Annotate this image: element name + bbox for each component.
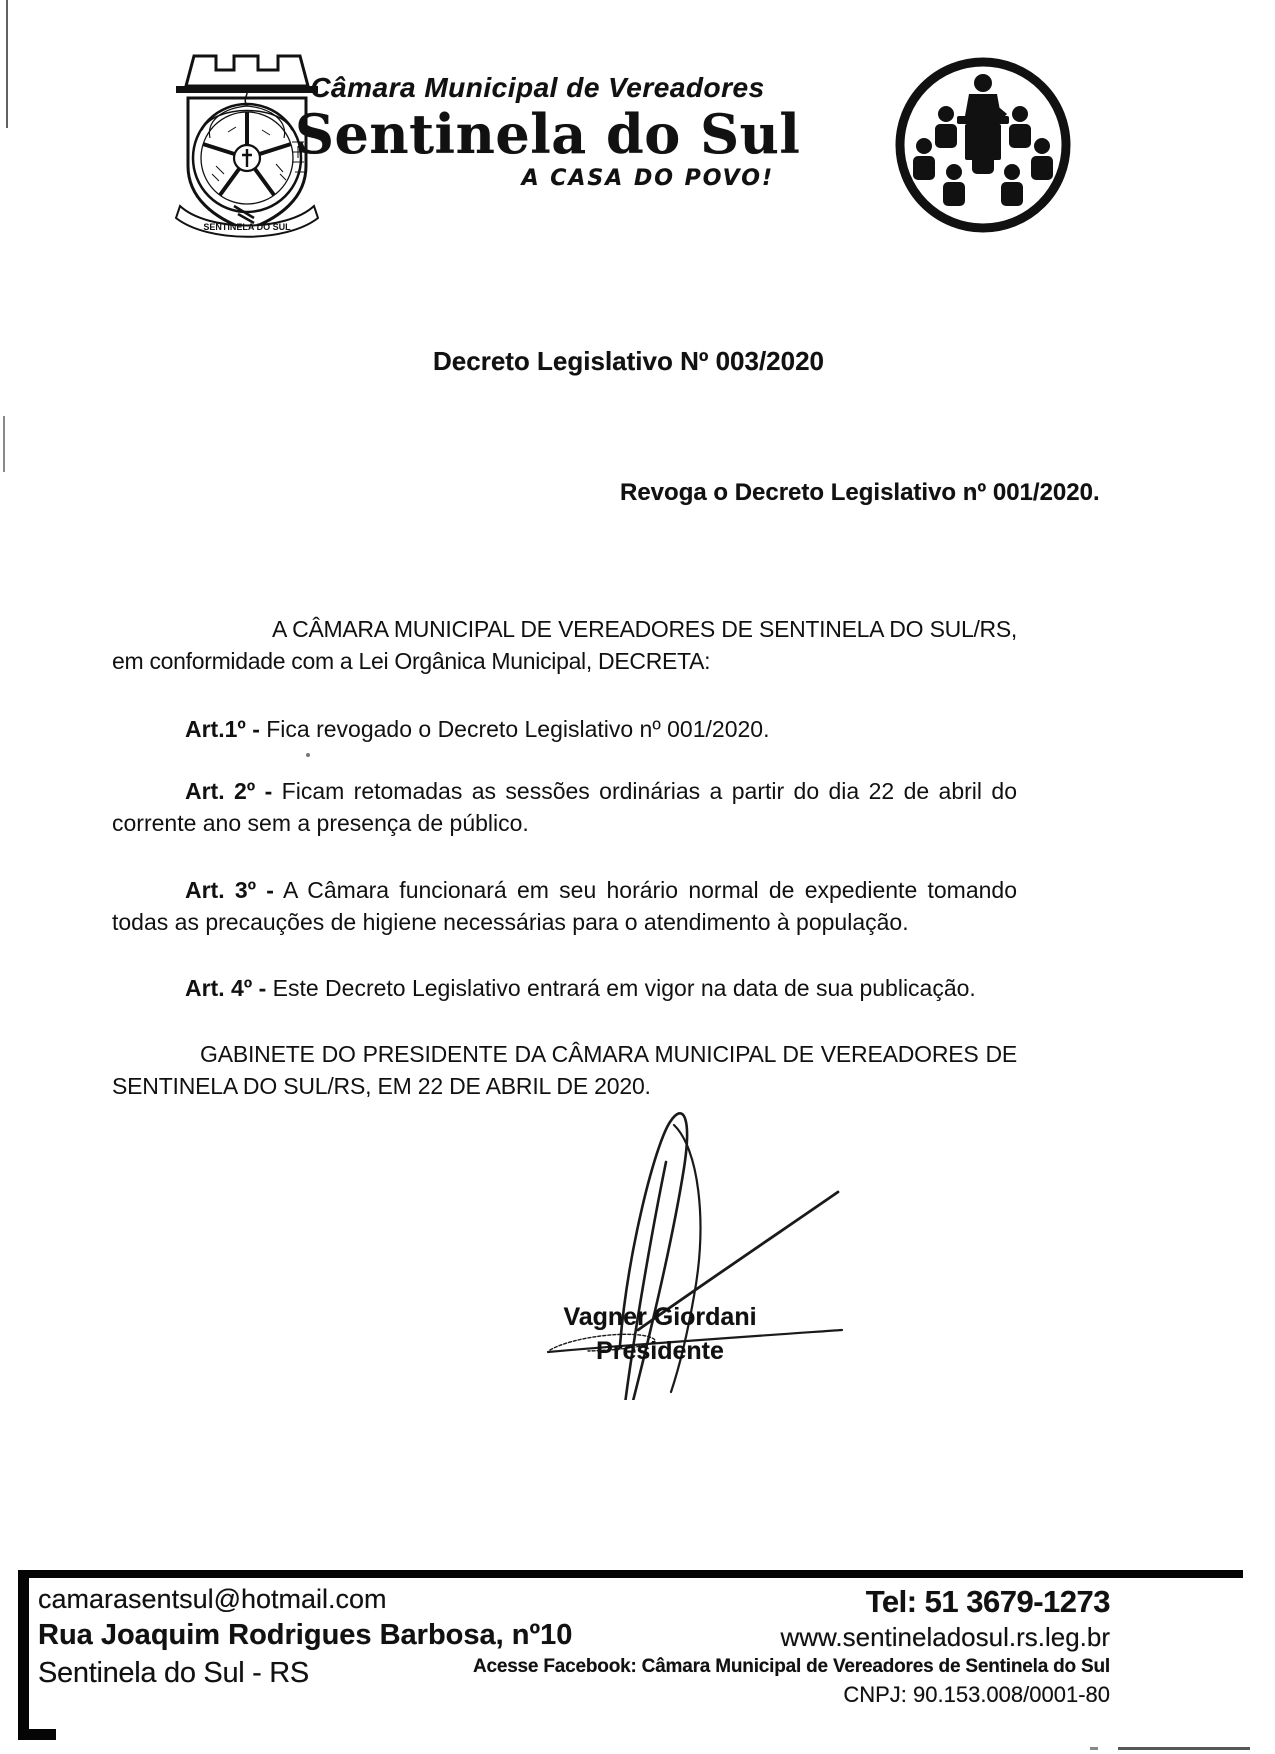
footer-left-rule-foot [18,1729,56,1740]
city-name: Sentinela do Sul [295,102,801,166]
footer-rule [18,1570,1243,1578]
footer-city: Sentinela do Sul - RS [38,1657,309,1689]
preamble-paragraph: A CÂMARA MUNICIPAL DE VEREADORES DE SENTINELA DO SUL/RS, em conformidade com a Lei Orgânica Municipal, DECRETA: [112,616,1017,674]
footer-contact-right [473,1586,1110,1706]
people-assembly-icon [888,50,1078,245]
signer-role: Presidente [596,1337,724,1365]
article-2-label: Art. 2º - [185,778,273,804]
document-summary: Revoga o Decreto Legislativo nº 001/2020. [620,479,1100,506]
article-3 [112,874,1017,938]
article-1-label: Art.1º - [185,716,260,742]
article-3-text: A Câmara funcionará em seu horário normal de expediente tomando todas as precauções de higiene necessárias para o atendimento à população. [112,877,1017,935]
letterhead [295,72,801,191]
scan-artifact [1090,1747,1098,1750]
footer-address: Rua Joaquim Rodrigues Barbosa, nº10 [38,1619,573,1651]
article-4-label: Art. 4º - [185,975,267,1001]
footer-left-rule [18,1570,29,1740]
scan-artifact [3,416,5,472]
slogan: A CASA DO POVO! [521,166,774,191]
scan-artifact [306,753,310,757]
article-3-label: Art. 3º - [185,877,274,903]
footer-phone: Tel: 51 3679-1273 [865,1584,1110,1619]
article-1-text: Fica revogado o Decreto Legislativo nº 001/2020. [266,716,770,742]
footer-cnpj: CNPJ: 90.153.008/0001-80 [843,1682,1110,1707]
crest-banner-text: SENTINELA DO SUL [203,222,291,232]
article-4 [112,972,1017,1004]
article-2 [112,775,1017,839]
signer-name: Vagner Giordani [563,1303,757,1331]
footer-website: www.sentineladosul.rs.leg.br [780,1622,1110,1652]
signature-block [530,1300,790,1368]
org-name: Câmara Municipal de Vereadores [310,72,765,103]
article-4-text: Este Decreto Legislativo entrará em vigor na data de sua publicação. [272,975,976,1001]
scan-artifact [1118,1747,1250,1750]
footer-facebook: Acesse Facebook: Câmara Municipal de Vereadores de Sentinela do Sul [472,1656,1110,1677]
article-2-text: Ficam retomadas as sessões ordinárias a partir do dia 22 de abril do corrente ano sem a presença de público. [112,778,1017,836]
article-1 [112,713,1017,745]
footer-email: camarasentsul@hotmail.com [38,1584,387,1614]
closing-paragraph: GABINETE DO PRESIDENTE DA CÂMARA MUNICIPAL DE VEREADORES DE SENTINELA DO SUL/RS, EM 22 DE ABRIL DE 2020. [112,1041,1017,1099]
document-title: Decreto Legislativo Nº 003/2020 [433,346,825,376]
scan-artifact [6,0,8,128]
